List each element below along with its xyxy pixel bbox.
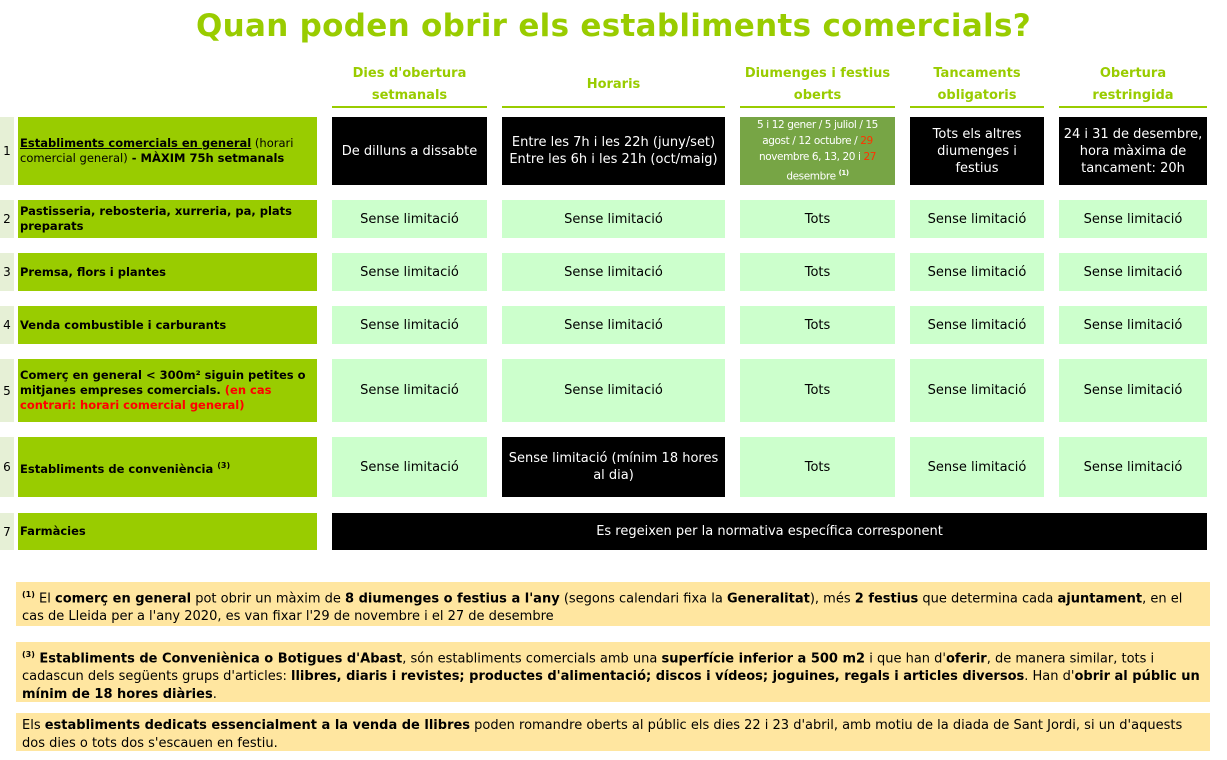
column-header-diumenges (740, 64, 895, 108)
note-text: poden romandre oberts al públic els dies 22 i 23 d'abril, amb motiu de la diada de Sant Jordi, si un d'aquests dos dies o tots dos s'escauen en festiu. (22, 718, 1183, 751)
date-text: 5 juliol (824, 119, 857, 132)
row-label: Venda combustible i carburants (18, 306, 317, 344)
row-number: 6 (0, 437, 14, 497)
row-label-link[interactable]: Establiments comercials en general (20, 136, 252, 150)
date-text: 5 i 12 gener (757, 119, 816, 132)
note-text: , són establiments comercials amb una (402, 651, 662, 667)
cell-horaris (502, 117, 725, 185)
note-bold: Generalitat (726, 591, 810, 607)
cell-obertura: Sense limitació (1059, 359, 1207, 422)
note-bold: establiments dedicats essencialment a la venda de llibres (44, 718, 471, 733)
row-number: 4 (0, 306, 14, 344)
note-bold: Establiments de Conveniènica o Botigues d'Abast (34, 651, 403, 667)
cell-diumenges-calendar: 5 i 12 gener / 5 juliol / 15 agost / 12 octubre / 29 novembre 6, 13, 20 i 27 desembre $^{(1)}$ (740, 117, 895, 185)
note-text: que determina cada (918, 591, 1058, 607)
note-bold: 8 diumenges o festius a l'any (345, 591, 560, 607)
row-label: Farmàcies (18, 513, 317, 550)
date-text: 12 octubre (798, 135, 852, 148)
note-text: ), més (809, 591, 855, 607)
footnote-marker: (3) (22, 650, 35, 659)
cell-dies: Sense limitació (332, 306, 487, 344)
cell-obertura: Sense limitació (1059, 437, 1207, 497)
cell-dies: Sense limitació (332, 200, 487, 238)
cell-dies: Sense limitació (332, 437, 487, 497)
cell-diumenges: Tots (740, 200, 895, 238)
column-header-line: Tancaments (933, 66, 1021, 81)
row-label: Pastisseria, rebosteria, xurreria, pa, plats preparats (18, 200, 317, 238)
row-label-rest: - MÀXIM 75h setmanals (127, 151, 285, 165)
row-number: 3 (0, 253, 14, 291)
note-text: Els (22, 718, 45, 733)
column-header-line: setmanals (371, 88, 448, 103)
note-bold: superfície inferior a 500 m2 (661, 651, 866, 667)
cell-horaris: Sense limitació (502, 359, 725, 422)
cell-tancaments: Tots els altres diumenges i festius (910, 117, 1044, 185)
row-number: 2 (0, 200, 14, 238)
note-text: i que han d' (865, 651, 946, 667)
column-header-line: Obertura (1099, 66, 1167, 81)
column-header-horaris (502, 64, 725, 108)
footnote-sant-jordi (16, 713, 1210, 751)
cell-obertura: Sense limitació (1059, 306, 1207, 344)
column-header-tancaments (910, 64, 1044, 108)
cell-horaris-line: Entre les 7h i les 22h (juny/set) (511, 135, 716, 150)
note-text: . (212, 687, 217, 703)
cell-diumenges: Tots (740, 437, 895, 497)
cell-tancaments: Sense limitació (910, 253, 1044, 291)
note-bold: 2 festius (854, 591, 919, 607)
cell-tancaments: Sense limitació (910, 306, 1044, 344)
footnote-ref: (1) (838, 169, 849, 178)
date-text: 6, 13, 20 i (811, 151, 861, 164)
note-bold: comerç en general (54, 591, 192, 607)
cell-horaris: Sense limitació (mínim 18 hores al dia) (502, 437, 725, 497)
note-bold: ajuntament (1057, 591, 1143, 607)
column-header-obertura (1059, 64, 1207, 108)
row-number: 1 (0, 117, 14, 185)
row-number: 7 (0, 513, 14, 550)
cell-diumenges: Tots (740, 306, 895, 344)
date-text: 15 agost (762, 119, 878, 148)
row-label (18, 117, 317, 185)
note-bold: obrir al públic un mínim de 18 hores diàries (22, 669, 1200, 703)
cell-tancaments: Sense limitació (910, 359, 1044, 422)
cell-dies: Sense limitació (332, 359, 487, 422)
cell-horaris-line: Entre les 6h i les 21h (oct/maig) (509, 152, 718, 167)
cell-diumenges: Tots (740, 359, 895, 422)
column-header-dies (332, 64, 487, 108)
column-header-line: Diumenges i festius (744, 66, 891, 81)
row-label-text: Establiments de conveniència (20, 461, 218, 476)
column-header-line: Horaris (586, 77, 641, 92)
row-number: 5 (0, 359, 14, 422)
cell-dies: De dilluns a dissabte (332, 117, 487, 185)
note-text: (segons calendari fixa la (559, 591, 727, 607)
cell-tancaments: Sense limitació (910, 200, 1044, 238)
column-header-line: Dies d'obertura (352, 66, 467, 81)
note-text: , en el cas de Lleida per a l'any 2020, es van fixar l'29 de novembre i el 27 de desembre (22, 591, 1183, 625)
footnote-3 (16, 642, 1210, 702)
cell-obertura: Sense limitació (1059, 253, 1207, 291)
column-header-line: oberts (793, 88, 842, 103)
footnote-1 (16, 582, 1210, 626)
cell-diumenges: Tots (740, 253, 895, 291)
cell-horaris: Sense limitació (502, 253, 725, 291)
row-label (18, 437, 317, 497)
date-text: desembre (786, 170, 836, 183)
footnote-marker: (1) (22, 590, 35, 599)
date-highlight: 27 (863, 151, 877, 164)
cell-horaris: Sense limitació (502, 200, 725, 238)
row-label-warning: (en cas contrari: horari comercial general) (20, 383, 272, 412)
row-label: Premsa, flors i plantes (18, 253, 317, 291)
row-label-note: (horari comercial general) (20, 136, 294, 165)
cell-tancaments: Sense limitació (910, 437, 1044, 497)
note-text: . Han d' (1024, 669, 1075, 685)
cell-merged-farmacies: Es regeixen per la normativa específica corresponent (332, 513, 1207, 550)
date-text: novembre (758, 151, 809, 164)
note-text: El (34, 591, 55, 607)
row-label (18, 359, 317, 422)
row-label-text: Comerç en general < 300m² siguin petites o mitjanes empreses comercials. (20, 368, 306, 397)
note-bold: llibres, diaris i revistes; productes d'alimentació; discos i vídeos; joguines, regals i articles diversos (291, 669, 1025, 685)
cell-horaris: Sense limitació (502, 306, 725, 344)
note-text: , de manera similar, tots i cadascun dels següents grups d'articles: (22, 651, 1155, 685)
cell-obertura: Sense limitació (1059, 200, 1207, 238)
page-title: Quan poden obrir els establiments comercials? (195, 8, 1032, 44)
note-bold: oferir (946, 651, 987, 667)
cell-obertura: 24 i 31 de desembre, hora màxima de tancament: 20h (1059, 117, 1207, 185)
note-text: pot obrir un màxim de (191, 591, 345, 607)
footnote-ref: (3) (217, 460, 231, 470)
cell-dies: Sense limitació (332, 253, 487, 291)
date-highlight: 29 (860, 135, 873, 148)
column-header-line: restringida (1092, 88, 1174, 103)
column-header-line: obligatoris (937, 88, 1017, 103)
